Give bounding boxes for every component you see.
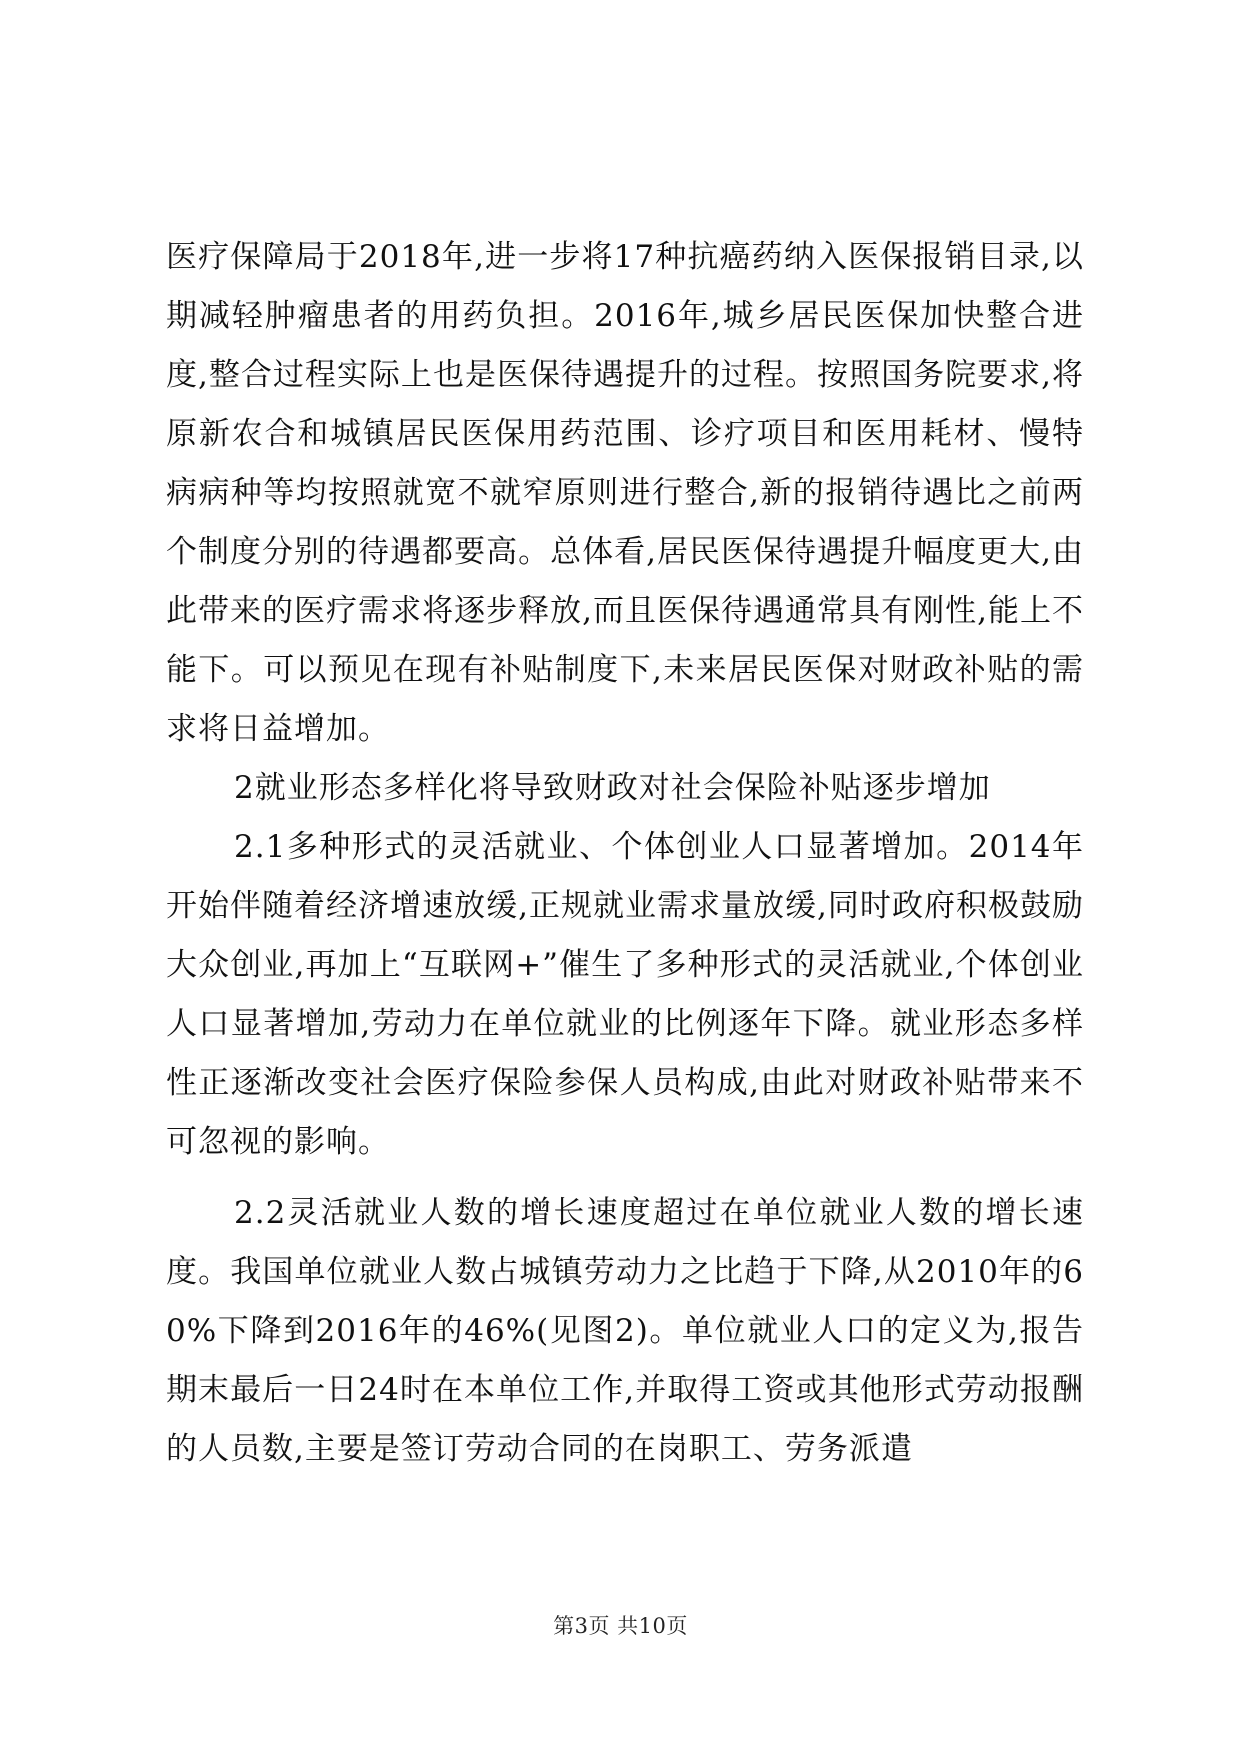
paragraph-2-1: 2.1多种形式的灵活就业、个体创业人口显著增加。2014年开始伴随着经济增速放缓,正规就业需求量放缓,同时政府积极鼓励大众创业,再加上“互联网+”催生了多种形式的灵活就业,个体创业人口显著增加,劳动力在单位就业的比例逐年下降。就业形态多样性正逐渐改变社会医疗保险参保人员构成,由此对财政补贴带来不可忽视的影响。 bbox=[166, 829, 1084, 1160]
paragraph-2-2: 2.2灵活就业人数的增长速度超过在单位就业人数的增长速度。我国单位就业人数占城镇劳动力之比趋于下降,从2010年的60%下降到2016年的46%(见图2)。单位就业人口的定义为,报告期末最后一日24时在本单位工作,并取得工资或其他形式劳动报酬的人员数,主要是签订劳动合同的在岗职工、劳务派遣 bbox=[166, 1195, 1084, 1467]
paragraph-1: 医疗保障局于2018年,进一步将17种抗癌药纳入医保报销目录,以期减轻肿瘤患者的用药负担。2016年,城乡居民医保加快整合进度,整合过程实际上也是医保待遇提升的过程。按照国务院要求,将原新农合和城镇居民医保用药范围、诊疗项目和医用耗材、慢特病病种等均按照就宽不就窄原则进行整合,新的报销待遇比之前两个制度分别的待遇都要高。总体看,居民医保待遇提升幅度更大,由此带来的医疗需求将逐步释放,而且医保待遇通常具有刚性,能上不能下。可以预见在现有补贴制度下,未来居民医保对财政补贴的需求将日益增加。 bbox=[166, 239, 1084, 747]
document-body bbox=[166, 228, 1084, 1479]
section-heading-2: 2就业形态多样化将导致财政对社会保险补贴逐步增加 bbox=[234, 770, 991, 806]
page-number-footer: 第3页 共10页 bbox=[553, 1614, 688, 1638]
